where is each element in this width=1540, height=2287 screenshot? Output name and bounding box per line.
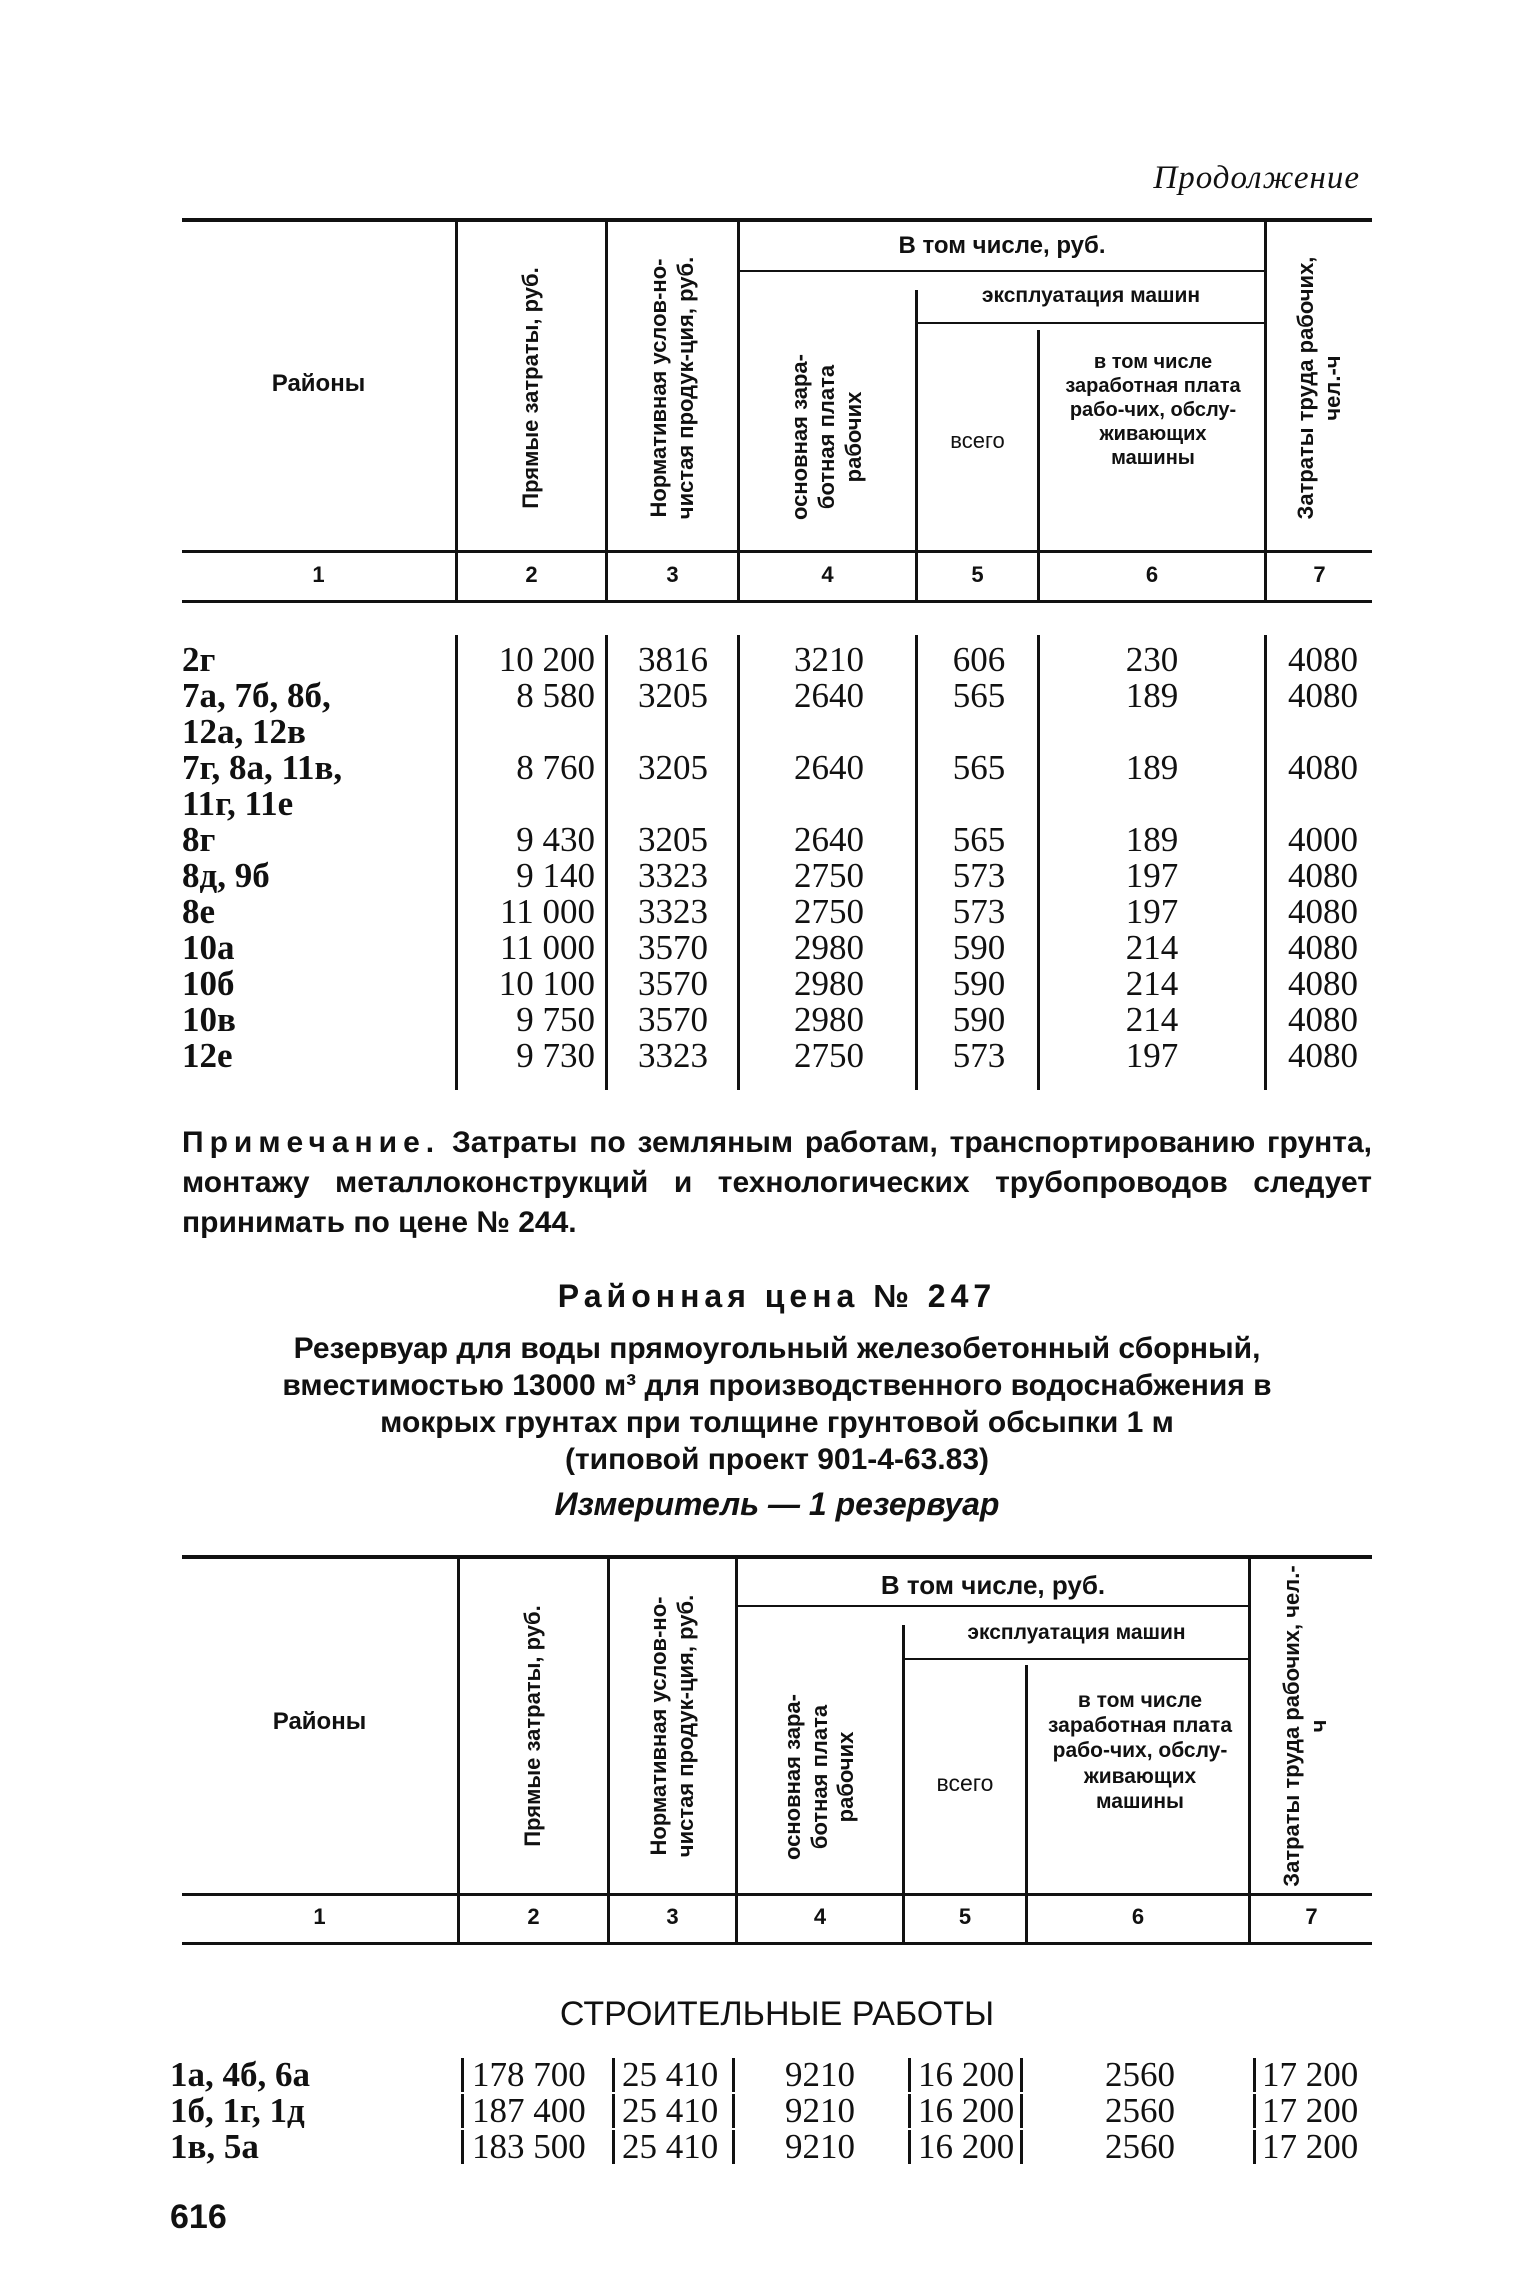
col-num-2: 2 (527, 1904, 540, 1929)
col-num-7: 7 (1305, 1904, 1318, 1929)
price-title: Резервуар для воды прямоугольный железобетонный сборный, вместимостью 13000 м³ для производственного водоснабжения в мокрых грунтах при толщине грунтовой обсыпки 1 м (типовой проект 901-4-63.83) (282, 1332, 1272, 1476)
col-header-regions: Районы (271, 370, 366, 397)
col-header-base-wage: основная зара-ботная плата рабочих (779, 1694, 859, 1860)
col-header-labor: Затраты труда рабочих, чел.-ч (1292, 256, 1345, 520)
col-num-2: 2 (525, 562, 538, 587)
col-num-3: 3 (666, 1904, 679, 1929)
table-row: 1в, 5а 183 500 25 410 9210 16 200 2560 17 200 (170, 2127, 1359, 2166)
col-header-total: всего (950, 428, 1005, 453)
col-header-machines: эксплуатация машин (981, 284, 1201, 307)
col-header-direct-costs: Прямые затраты, руб. (520, 1605, 546, 1847)
col-num-6: 6 (1131, 1904, 1145, 1929)
table-row: 2г 10 200 3816 3210 606 230 4080 (182, 640, 1358, 679)
col-header-group: В том числе, руб. (880, 1570, 1106, 1600)
col-header-machines: эксплуатация машин (967, 1621, 1186, 1644)
col-header-normative-product: Нормативная услов-но-чистая продук-ция, руб. (645, 256, 698, 520)
col-header-labor: Затраты труда рабочих, чел.-ч (1279, 1565, 1331, 1887)
table-row: 12а, 12в (182, 712, 306, 751)
col-header-machine-wage: в том числе заработная плата рабо-чих, обслу-живающих машины (1047, 1689, 1233, 1813)
note-text: Затраты по земляным работам, транспортированию грунта, монтажу металлоконструкций и технологических трубопроводов следует принимать по цене № 244. (182, 1126, 1372, 1239)
table-row: 8г 9 430 3205 2640 565 189 4000 (182, 820, 1358, 859)
col-header-machine-wage: в том числе заработная плата рабо-чих, обслу-живающих машины (1065, 351, 1241, 469)
table-row: 10а 11 000 3570 2980 590 214 4080 (182, 928, 1358, 967)
table-row: 11г, 11е (182, 784, 294, 823)
col-num-1: 1 (312, 562, 325, 587)
col-header-normative-product: Нормативная услов-но-чистая продук-ция, руб. (645, 1594, 698, 1858)
note (182, 1123, 1372, 1243)
table-row: 1б, 1г, 1д 187 400 25 410 9210 16 200 2560 17 200 (170, 2091, 1359, 2130)
col-num-4: 4 (813, 1904, 827, 1929)
col-header-regions: Районы (272, 1708, 367, 1735)
table-row: 12е 9 730 3323 2750 573 197 4080 (182, 1036, 1358, 1075)
col-num-7: 7 (1313, 562, 1326, 587)
table-row: 8д, 9б 9 140 3323 2750 573 197 4080 (182, 856, 1358, 895)
measure-unit: Измеритель — 1 резервуар (554, 1486, 1000, 1522)
col-num-1: 1 (313, 1904, 326, 1929)
table-row: 10б 10 100 3570 2980 590 214 4080 (182, 964, 1358, 1003)
col-header-base-wage: основная зара-ботная плата рабочих (787, 354, 866, 520)
table-row: 8е 11 000 3323 2750 573 197 4080 (182, 892, 1358, 931)
col-header-group: В том числе, руб. (898, 232, 1106, 259)
page-number: 616 (170, 2198, 227, 2236)
note-label: Примечание. (182, 1126, 441, 1159)
col-num-4: 4 (821, 562, 834, 587)
table-row: 10в 9 750 3570 2980 590 214 4080 (182, 1000, 1358, 1039)
col-num-6: 6 (1145, 562, 1159, 587)
col-num-3: 3 (666, 562, 679, 587)
continuation-label: Продолжение (1153, 160, 1360, 196)
table-row: 1а, 4б, 6а 178 700 25 410 9210 16 200 2560 17 200 (170, 2055, 1359, 2094)
price-heading: Районная цена № 247 (557, 1278, 997, 1314)
col-header-direct-costs: Прямые затраты, руб. (518, 267, 544, 509)
section-title: СТРОИТЕЛЬНЫЕ РАБОТЫ (559, 1995, 995, 2033)
col-header-total: всего (936, 1770, 994, 1796)
table-row: 7а, 7б, 8б, 8 580 3205 2640 565 189 4080 (182, 676, 1358, 715)
table-row: 7г, 8а, 11в, 8 760 3205 2640 565 189 4080 (182, 748, 1358, 787)
col-num-5: 5 (958, 1904, 972, 1929)
col-num-5: 5 (971, 562, 984, 587)
